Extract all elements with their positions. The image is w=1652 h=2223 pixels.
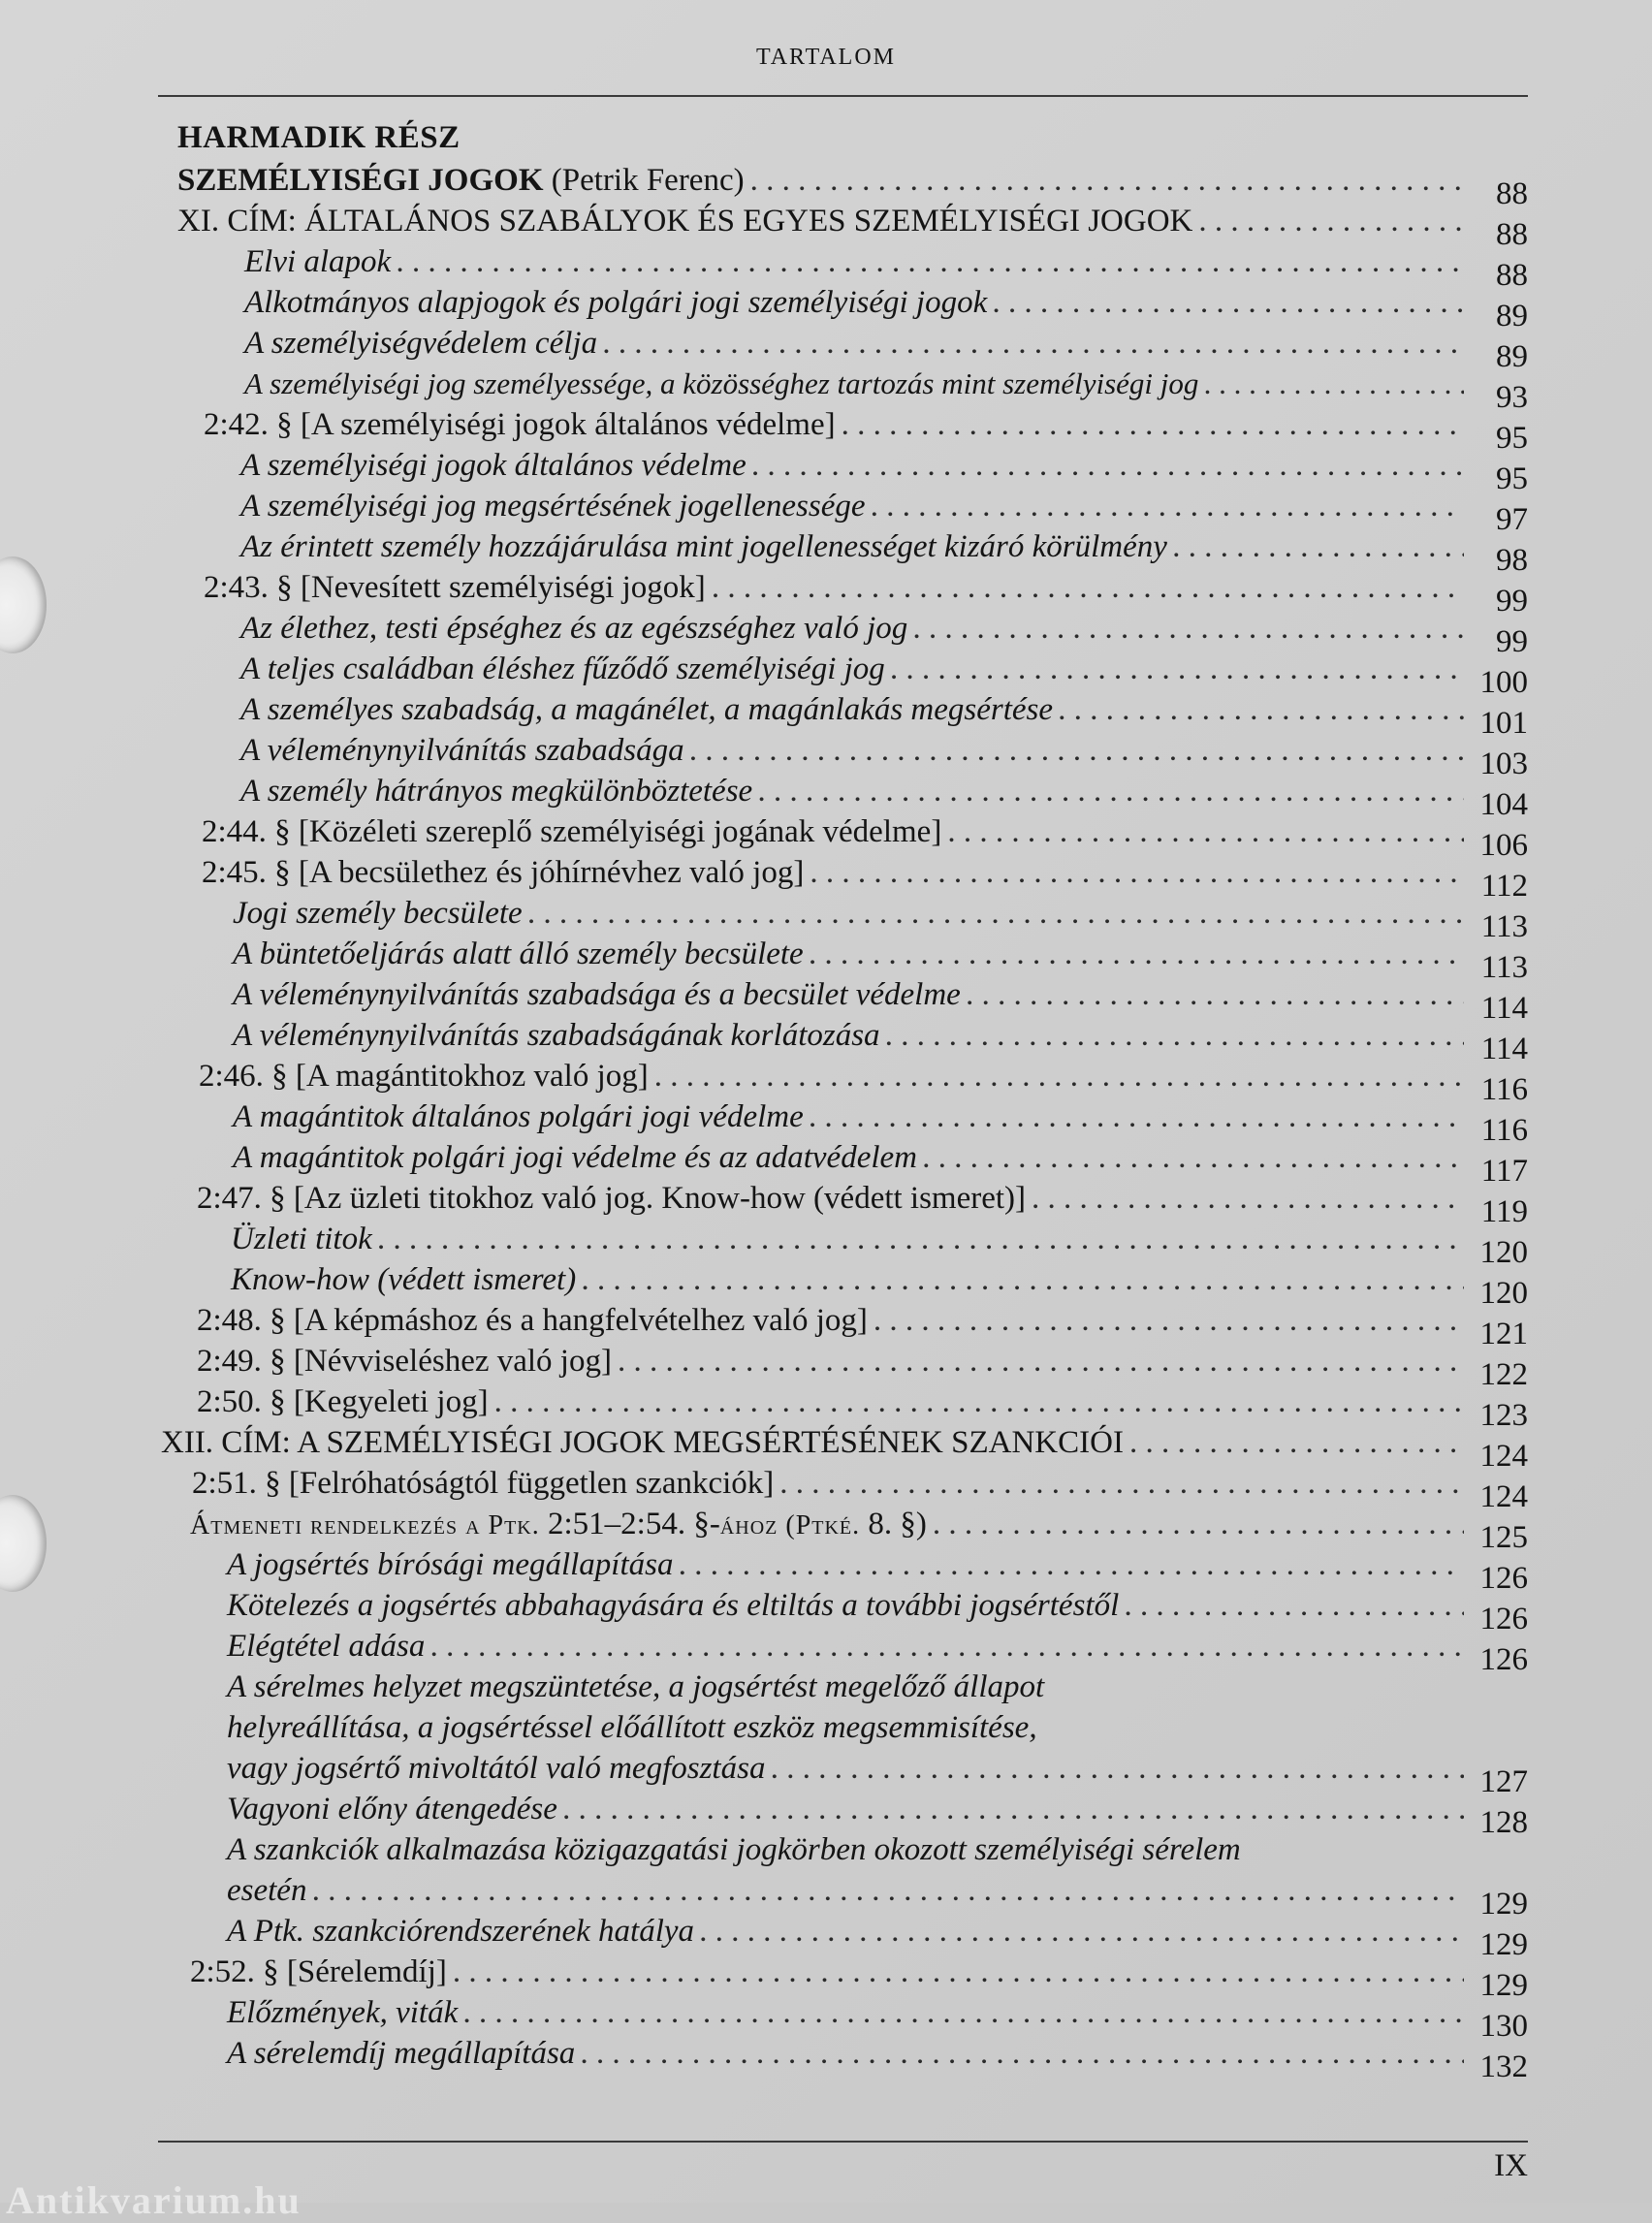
leader-dots <box>923 1140 1464 1176</box>
punch-hole-top <box>0 556 47 653</box>
toc-entry <box>227 1751 1528 1799</box>
toc-page: 126 <box>1479 1642 1528 1677</box>
toc-title: 2:46. § [A magántitokhoz való jog] <box>199 1059 649 1094</box>
toc-page: 93 <box>1496 380 1528 415</box>
leader-dots <box>967 977 1464 1013</box>
toc-entry <box>227 1873 1528 1921</box>
toc-entry <box>244 366 1528 415</box>
toc-page: 129 <box>1479 1927 1528 1962</box>
toc-title-continued: A sérelmes helyzet megszüntetése, a jogsértést megelőző állapot <box>227 1669 1045 1704</box>
toc-page: 116 <box>1480 1113 1528 1148</box>
toc-entry <box>240 489 1528 537</box>
toc-title: XI. CÍM: ÁLTALÁNOS SZABÁLYOK ÉS EGYES SZEMÉLYISÉGI JOGOK <box>177 204 1193 238</box>
leader-dots <box>810 855 1464 891</box>
toc-entry <box>177 163 1528 211</box>
toc-page: 120 <box>1479 1276 1528 1311</box>
toc-page: 119 <box>1480 1194 1528 1229</box>
toc-title: 2:52. § [Sérelemdíj] <box>190 1954 447 1989</box>
toc-page: 88 <box>1496 217 1528 252</box>
toc-title: 2:47. § [Az üzleti titokhoz való jog. Know-how (védett ismeret)] <box>197 1181 1027 1216</box>
toc-entry <box>190 1507 1528 1555</box>
toc-entry <box>240 448 1528 496</box>
toc-title: A véleménynyilvánítás szabadsága és a becsület védelme <box>233 977 961 1012</box>
leader-dots <box>842 407 1464 443</box>
toc-title: A magántitok polgári jogi védelme és az adatvédelem <box>233 1140 917 1175</box>
toc-title: 2:44. § [Közéleti szereplő személyiségi jogának védelme] <box>202 814 942 849</box>
leader-dots <box>654 1059 1464 1095</box>
toc-entry <box>244 285 1528 333</box>
toc-title-continued: A szankciók alkalmazása közigazgatási jogkörben okozott személyiségi sérelem <box>227 1832 1241 1867</box>
toc-title: 2:45. § [A becsülethez és jóhírnévhez való jog] <box>202 855 805 890</box>
toc-title: 2:51. § [Felróhatóságtól független szankciók] <box>192 1466 775 1501</box>
toc-entry <box>227 1792 1528 1840</box>
toc-entry <box>227 1995 1528 2044</box>
toc-page: 128 <box>1479 1805 1528 1840</box>
toc-title: 2:50. § [Kegyeleti jog] <box>197 1384 489 1419</box>
leader-dots <box>810 937 1464 972</box>
toc-title: Vagyoni előny átengedése <box>227 1792 557 1826</box>
toc-page: 95 <box>1496 461 1528 496</box>
toc-entry <box>197 1181 1528 1229</box>
toc-page: 113 <box>1480 909 1528 944</box>
toc-entry <box>240 529 1528 578</box>
leader-dots <box>872 489 1464 524</box>
page-number: IX <box>1494 2148 1528 2183</box>
toc-title-bold: SZEMÉLYISÉGI JOGOK <box>177 163 544 198</box>
leader-dots <box>430 1629 1464 1665</box>
toc-entry <box>227 1629 1528 1677</box>
toc-page: 97 <box>1496 502 1528 537</box>
toc-title: A személy hátrányos megkülönböztetése <box>240 774 753 809</box>
toc-page: 98 <box>1496 543 1528 578</box>
toc-entry <box>233 1018 1528 1066</box>
toc-page: 121 <box>1479 1317 1528 1351</box>
toc-entry <box>231 1262 1528 1311</box>
leader-dots <box>750 163 1464 199</box>
leader-dots <box>1125 1588 1464 1624</box>
toc-entry <box>161 1425 1528 1474</box>
toc-entry <box>240 611 1528 659</box>
toc-page: 116 <box>1480 1072 1528 1107</box>
leader-dots <box>771 1751 1464 1787</box>
toc-page: 114 <box>1480 991 1528 1026</box>
toc-entry <box>233 896 1528 944</box>
toc-page: 126 <box>1479 1561 1528 1596</box>
toc-entry <box>202 814 1528 863</box>
toc-title: A jogsértés bírósági megállapítása <box>227 1547 674 1582</box>
toc-page: 100 <box>1479 665 1528 700</box>
toc-page: 104 <box>1479 787 1528 822</box>
toc-entry <box>227 1547 1528 1596</box>
watermark: Antikvarium.hu <box>6 2178 302 2222</box>
toc-entry <box>204 407 1528 456</box>
toc-page: 89 <box>1496 299 1528 333</box>
toc-page: 122 <box>1479 1357 1528 1392</box>
toc-title: Üzleti titok <box>231 1222 372 1256</box>
toc-title: Az élethez, testi épséghez és az egészséghez való jog <box>240 611 908 646</box>
toc-entry <box>240 774 1528 822</box>
toc-title: A büntetőeljárás alatt álló személy becsülete <box>233 937 804 971</box>
leader-dots <box>563 1792 1464 1827</box>
toc-entry <box>204 570 1528 619</box>
toc-page: 95 <box>1496 421 1528 456</box>
leader-dots <box>528 896 1464 932</box>
toc-entry <box>233 937 1528 985</box>
toc-title: Elvi alapok <box>244 244 392 279</box>
toc-title: A Ptk. szankciórendszerének hatálya <box>227 1914 695 1949</box>
toc-title-author: (Petrik Ferenc) <box>543 163 745 198</box>
toc-title: Előzmények, viták <box>227 1995 459 2030</box>
leader-dots <box>1204 366 1464 401</box>
leader-dots <box>1032 1181 1464 1217</box>
toc-page: 103 <box>1479 746 1528 781</box>
toc-entry <box>233 1099 1528 1148</box>
toc-page: 117 <box>1480 1154 1528 1189</box>
toc-title: A személyiségi jog megsértésének jogellenessége <box>240 489 866 524</box>
leader-dots <box>810 1099 1464 1135</box>
leader-dots <box>312 1873 1464 1909</box>
running-header: TARTALOM <box>755 45 897 70</box>
toc-title: XII. CÍM: A SZEMÉLYISÉGI JOGOK MEGSÉRTÉSÉNEK SZANKCIÓI <box>161 1425 1124 1460</box>
toc-title: A személyiségvédelem célja <box>244 326 598 361</box>
leader-dots <box>1173 529 1464 565</box>
toc-title: A véleménynyilvánítás szabadságának korlátozása <box>233 1018 880 1053</box>
toc-entry <box>197 1303 1528 1351</box>
toc-entry <box>202 855 1528 904</box>
leader-dots <box>752 448 1464 484</box>
toc-entry <box>197 1344 1528 1392</box>
toc-title: Az érintett személy hozzájárulása mint jogellenességet kizáró körülmény <box>240 529 1167 564</box>
toc-page: 124 <box>1479 1439 1528 1474</box>
toc-entry <box>190 1954 1528 2003</box>
leader-dots <box>463 1995 1464 2031</box>
toc-entry <box>227 2036 1528 2084</box>
toc-entry <box>231 1222 1528 1270</box>
toc-page: 132 <box>1479 2049 1528 2084</box>
toc-title: esetén <box>227 1873 307 1908</box>
leader-dots <box>581 2036 1464 2072</box>
toc-page: 106 <box>1479 828 1528 863</box>
toc-title: A véleménynyilvánítás szabadsága <box>240 733 684 768</box>
leader-dots <box>700 1914 1464 1950</box>
toc-page: 114 <box>1480 1032 1528 1066</box>
header-rule <box>158 95 1528 97</box>
toc-title: Know-how (védett ismeret) <box>231 1262 577 1297</box>
toc-title-section: 2:51–2:54. §- <box>539 1507 720 1541</box>
toc-entry <box>197 1384 1528 1433</box>
toc-entry <box>244 326 1528 374</box>
toc-title: Jogi személy becsülete <box>233 896 523 931</box>
leader-dots <box>947 814 1464 850</box>
leader-dots <box>1129 1425 1464 1461</box>
leader-dots <box>891 651 1464 687</box>
toc-entry <box>233 1140 1528 1189</box>
toc-page: 129 <box>1479 1887 1528 1921</box>
toc-entry <box>240 733 1528 781</box>
toc-title: A teljes családban éléshez fűződő személyiségi jog <box>240 651 885 686</box>
toc-entry <box>233 977 1528 1026</box>
toc-title-continued: helyreállítása, a jogsértéssel előállított eszköz megsemmisítése, <box>227 1710 1037 1745</box>
toc-title: 2:48. § [A képmáshoz és a hangfelvételhez való jog] <box>197 1303 868 1338</box>
toc-page: 130 <box>1479 2009 1528 2044</box>
toc-page: 99 <box>1496 584 1528 619</box>
part-heading: HARMADIK RÉSZ <box>177 120 461 155</box>
toc-title-smallcaps: ához (Ptké. <box>719 1510 861 1540</box>
leader-dots <box>690 733 1464 769</box>
toc-title: 2:42. § [A személyiségi jogok általános védelme] <box>204 407 836 442</box>
toc-title: A személyiségi jog személyessége, a közösséghez tartozás mint személyiségi jog <box>244 366 1199 400</box>
leader-dots <box>453 1954 1464 1990</box>
toc-title: A személyiségi jogok általános védelme <box>240 448 747 483</box>
toc-page: 101 <box>1479 706 1528 741</box>
toc-title: Kötelezés a jogsértés abbahagyására és eltiltás a további jogsértéstől <box>227 1588 1120 1623</box>
toc-entry <box>227 1588 1528 1636</box>
toc-title: A magántitok általános polgári jogi védelme <box>233 1099 804 1134</box>
leader-dots <box>582 1262 1464 1298</box>
toc-title-section: 8. §) <box>860 1507 927 1541</box>
toc-title: Alkotmányos alapjogok és polgári jogi személyiségi jogok <box>244 285 988 320</box>
leader-dots <box>874 1303 1464 1339</box>
footer-rule <box>158 2141 1528 2143</box>
toc-title: vagy jogsértő mivoltától való megfosztása <box>227 1751 766 1786</box>
toc-title-smallcaps: Átmeneti rendelkezés a Ptk. <box>190 1510 540 1540</box>
toc-page: 113 <box>1480 950 1528 985</box>
toc-page: 99 <box>1496 624 1528 659</box>
toc-entry <box>192 1466 1528 1514</box>
leader-dots <box>886 1018 1464 1054</box>
leader-dots <box>913 611 1464 647</box>
toc-title: 2:49. § [Névviseléshez való jog] <box>197 1344 612 1379</box>
toc-page: 123 <box>1479 1398 1528 1433</box>
leader-dots <box>779 1466 1464 1502</box>
toc-entry <box>227 1914 1528 1962</box>
toc-page: 126 <box>1479 1602 1528 1636</box>
leader-dots <box>397 244 1464 280</box>
toc-title: Elégtétel adása <box>227 1629 426 1664</box>
leader-dots <box>603 326 1464 362</box>
leader-dots <box>378 1222 1464 1257</box>
leader-dots <box>1198 204 1464 239</box>
toc-page: 88 <box>1496 258 1528 293</box>
leader-dots <box>993 285 1464 321</box>
leader-dots <box>1059 692 1464 728</box>
leader-dots <box>712 570 1464 606</box>
leader-dots <box>933 1507 1464 1542</box>
toc-page: 112 <box>1480 869 1528 904</box>
toc-title: A sérelemdíj megállapítása <box>227 2036 576 2071</box>
toc-title: A személyes szabadság, a magánélet, a magánlakás megsértése <box>240 692 1054 727</box>
toc-page: 124 <box>1479 1479 1528 1514</box>
leader-dots <box>618 1344 1464 1380</box>
leader-dots <box>680 1547 1465 1583</box>
toc-page: 127 <box>1479 1764 1528 1799</box>
toc-page: 88 <box>1496 176 1528 211</box>
toc-page: 89 <box>1496 339 1528 374</box>
toc-entry <box>240 692 1528 741</box>
leader-dots <box>494 1384 1464 1420</box>
toc-entry <box>240 651 1528 700</box>
punch-hole-bottom <box>0 1495 47 1592</box>
toc-entry <box>199 1059 1528 1107</box>
toc-title: 2:43. § [Nevesített személyiségi jogok] <box>204 570 706 605</box>
toc-entry <box>177 204 1528 252</box>
toc-page: 129 <box>1479 1968 1528 2003</box>
toc-entry <box>244 244 1528 293</box>
toc-page: 120 <box>1479 1235 1528 1270</box>
leader-dots <box>758 774 1464 810</box>
toc-page: 125 <box>1479 1520 1528 1555</box>
